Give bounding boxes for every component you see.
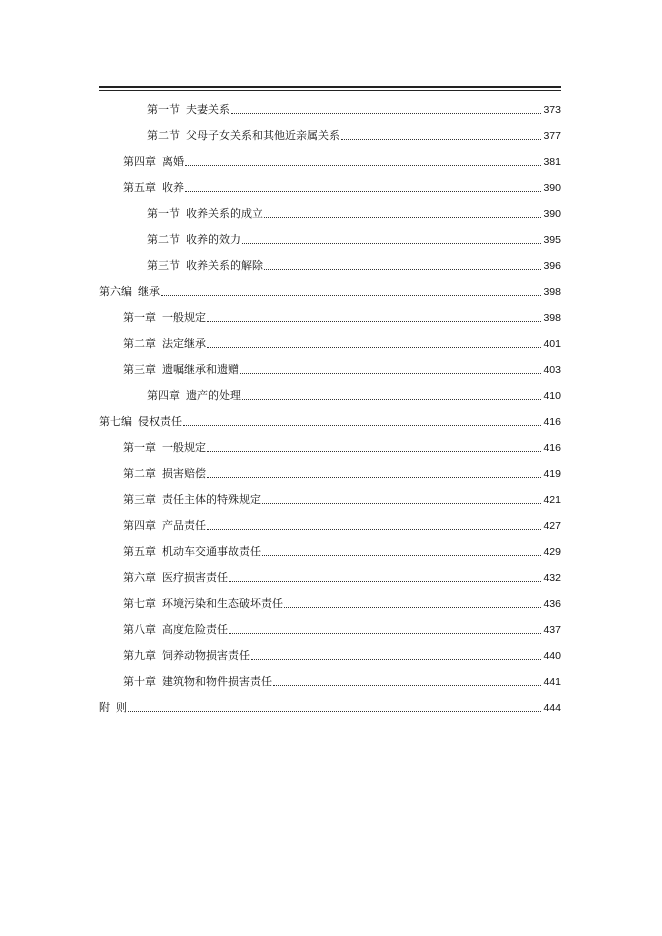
toc-entry[interactable] bbox=[99, 273, 561, 299]
toc-entry-title bbox=[147, 103, 230, 117]
toc-entry-label: 第四章 bbox=[147, 389, 180, 402]
toc-entry-title bbox=[147, 233, 241, 247]
toc-entry-text: 夫妻关系 bbox=[186, 103, 230, 116]
toc-entry-label: 附 bbox=[99, 701, 110, 714]
toc-entry-label: 第二节 bbox=[147, 233, 180, 246]
toc-leader-dots bbox=[262, 503, 541, 504]
toc-leader-dots bbox=[207, 529, 541, 530]
toc-entry-label: 第三章 bbox=[123, 363, 156, 376]
toc-entry-label: 第一节 bbox=[147, 103, 180, 116]
toc-entry-page: 436 bbox=[543, 598, 561, 610]
toc-entry[interactable] bbox=[99, 689, 561, 715]
toc-entry-title bbox=[123, 571, 228, 585]
toc-entry-label: 第五章 bbox=[123, 181, 156, 194]
toc-entry-page: 377 bbox=[543, 130, 561, 142]
toc-entry[interactable] bbox=[99, 117, 561, 143]
toc-entry-text: 继承 bbox=[138, 285, 160, 298]
toc-leader-dots bbox=[240, 373, 541, 374]
toc-entry-text: 一般规定 bbox=[162, 441, 206, 454]
toc-entry-page: 373 bbox=[543, 104, 561, 116]
toc-entry-label: 第一章 bbox=[123, 311, 156, 324]
toc-entry-page: 390 bbox=[543, 182, 561, 194]
toc-entry-text: 损害赔偿 bbox=[162, 467, 206, 480]
toc-entry-page: 395 bbox=[543, 234, 561, 246]
toc-entry-label: 第七章 bbox=[123, 597, 156, 610]
toc-leader-dots bbox=[242, 399, 541, 400]
toc-leader-dots bbox=[231, 113, 541, 114]
toc-entry-title bbox=[99, 415, 182, 429]
toc-entry-text: 收养关系的解除 bbox=[186, 259, 263, 272]
toc-entry-title bbox=[123, 545, 261, 559]
toc-leader-dots bbox=[264, 217, 541, 218]
toc-leader-dots bbox=[207, 321, 541, 322]
toc-entry-label: 第二章 bbox=[123, 467, 156, 480]
toc-entry[interactable] bbox=[99, 455, 561, 481]
toc-entry-title bbox=[147, 259, 263, 273]
toc-leader-dots bbox=[183, 425, 541, 426]
toc-entry-text: 父母子女关系和其他近亲属关系 bbox=[186, 129, 340, 142]
toc-entry-title bbox=[123, 155, 184, 169]
toc-entry[interactable] bbox=[99, 429, 561, 455]
toc-entry[interactable] bbox=[99, 299, 561, 325]
toc-entry-text: 医疗损害责任 bbox=[162, 571, 228, 584]
toc-entry-text: 饲养动物损害责任 bbox=[162, 649, 250, 662]
toc-entry[interactable] bbox=[99, 533, 561, 559]
toc-entry-text: 遗嘱继承和遗赠 bbox=[162, 363, 239, 376]
toc-entry-page: 421 bbox=[543, 494, 561, 506]
toc-entry-title bbox=[147, 129, 340, 143]
toc-entry-label: 第九章 bbox=[123, 649, 156, 662]
toc-entry-page: 403 bbox=[543, 364, 561, 376]
toc-entry-title bbox=[123, 467, 206, 481]
toc-leader-dots bbox=[207, 347, 541, 348]
toc-leader-dots bbox=[128, 711, 541, 712]
toc-entry-page: 437 bbox=[543, 624, 561, 636]
toc-entry-text: 遗产的处理 bbox=[186, 389, 241, 402]
toc-leader-dots bbox=[273, 685, 541, 686]
toc-entry-text: 一般规定 bbox=[162, 311, 206, 324]
toc-entry[interactable] bbox=[99, 351, 561, 377]
toc-entry-page: 427 bbox=[543, 520, 561, 532]
toc-entry-page: 390 bbox=[543, 208, 561, 220]
toc-entry[interactable] bbox=[99, 585, 561, 611]
toc-entry-text: 则 bbox=[116, 701, 127, 714]
toc-entry-title bbox=[123, 181, 184, 195]
toc-entry[interactable] bbox=[99, 143, 561, 169]
toc-entry-page: 432 bbox=[543, 572, 561, 584]
toc-entry-title bbox=[99, 701, 127, 715]
toc-entry-page: 441 bbox=[543, 676, 561, 688]
toc-leader-dots bbox=[185, 191, 541, 192]
toc-entry-title bbox=[99, 285, 160, 299]
toc-entry-title bbox=[123, 597, 283, 611]
toc-entry-text: 离婚 bbox=[162, 155, 184, 168]
header-rule-thick bbox=[99, 86, 561, 88]
toc-entry-page: 429 bbox=[543, 546, 561, 558]
toc-entry-title bbox=[123, 493, 261, 507]
toc-entry-label: 第一章 bbox=[123, 441, 156, 454]
table-of-contents bbox=[99, 91, 561, 715]
toc-entry-label: 第六编 bbox=[99, 285, 132, 298]
toc-entry-title bbox=[147, 207, 263, 221]
toc-leader-dots bbox=[185, 165, 541, 166]
toc-entry-title bbox=[147, 389, 241, 403]
toc-entry-text: 环境污染和生态破坏责任 bbox=[162, 597, 283, 610]
toc-entry[interactable] bbox=[99, 507, 561, 533]
toc-entry-label: 第十章 bbox=[123, 675, 156, 688]
toc-leader-dots bbox=[251, 659, 541, 660]
toc-entry-label: 第三节 bbox=[147, 259, 180, 272]
toc-entry[interactable] bbox=[99, 377, 561, 403]
toc-entry-page: 381 bbox=[543, 156, 561, 168]
toc-entry-page: 416 bbox=[543, 442, 561, 454]
toc-entry-text: 高度危险责任 bbox=[162, 623, 228, 636]
toc-leader-dots bbox=[341, 139, 541, 140]
toc-entry-title bbox=[123, 519, 206, 533]
toc-entry-label: 第七编 bbox=[99, 415, 132, 428]
toc-entry-text: 责任主体的特殊规定 bbox=[162, 493, 261, 506]
toc-leader-dots bbox=[229, 581, 541, 582]
toc-entry-text: 收养的效力 bbox=[186, 233, 241, 246]
toc-entry[interactable] bbox=[99, 221, 561, 247]
toc-entry-label: 第四章 bbox=[123, 155, 156, 168]
toc-leader-dots bbox=[284, 607, 541, 608]
toc-entry-title bbox=[123, 311, 206, 325]
toc-entry-title bbox=[123, 649, 250, 663]
toc-leader-dots bbox=[264, 269, 541, 270]
toc-entry-text: 产品责任 bbox=[162, 519, 206, 532]
toc-entry[interactable] bbox=[99, 169, 561, 195]
toc-entry-page: 401 bbox=[543, 338, 561, 350]
toc-entry-page: 396 bbox=[543, 260, 561, 272]
toc-entry[interactable] bbox=[99, 663, 561, 689]
toc-entry-page: 440 bbox=[543, 650, 561, 662]
toc-entry-label: 第八章 bbox=[123, 623, 156, 636]
toc-leader-dots bbox=[207, 451, 541, 452]
toc-entry-page: 398 bbox=[543, 286, 561, 298]
toc-leader-dots bbox=[229, 633, 541, 634]
toc-entry[interactable] bbox=[99, 559, 561, 585]
toc-entry[interactable] bbox=[99, 481, 561, 507]
toc-entry-label: 第五章 bbox=[123, 545, 156, 558]
toc-entry[interactable] bbox=[99, 195, 561, 221]
toc-entry-page: 444 bbox=[543, 702, 561, 714]
toc-entry-page: 410 bbox=[543, 390, 561, 402]
toc-entry-page: 419 bbox=[543, 468, 561, 480]
toc-leader-dots bbox=[242, 243, 541, 244]
toc-entry-label: 第一节 bbox=[147, 207, 180, 220]
toc-entry-title bbox=[123, 675, 272, 689]
toc-entry-label: 第六章 bbox=[123, 571, 156, 584]
toc-entry[interactable] bbox=[99, 325, 561, 351]
toc-entry-page: 398 bbox=[543, 312, 561, 324]
toc-entry-title bbox=[123, 441, 206, 455]
toc-entry-label: 第二章 bbox=[123, 337, 156, 350]
toc-entry[interactable] bbox=[99, 247, 561, 273]
toc-leader-dots bbox=[161, 295, 541, 296]
toc-entry-label: 第三章 bbox=[123, 493, 156, 506]
toc-entry-text: 建筑物和物件损害责任 bbox=[162, 675, 272, 688]
toc-entry[interactable] bbox=[99, 637, 561, 663]
toc-entry-text: 侵权责任 bbox=[138, 415, 182, 428]
toc-entry-title bbox=[123, 363, 239, 377]
toc-entry-text: 收养 bbox=[162, 181, 184, 194]
toc-entry-text: 收养关系的成立 bbox=[186, 207, 263, 220]
toc-entry-text: 机动车交通事故责任 bbox=[162, 545, 261, 558]
toc-entry-text: 法定继承 bbox=[162, 337, 206, 350]
toc-leader-dots bbox=[207, 477, 541, 478]
toc-entry-title bbox=[123, 623, 228, 637]
toc-entry[interactable] bbox=[99, 611, 561, 637]
toc-leader-dots bbox=[262, 555, 541, 556]
toc-entry-page: 416 bbox=[543, 416, 561, 428]
toc-entry[interactable] bbox=[99, 403, 561, 429]
toc-entry[interactable] bbox=[99, 91, 561, 117]
toc-entry-label: 第二节 bbox=[147, 129, 180, 142]
toc-entry-label: 第四章 bbox=[123, 519, 156, 532]
toc-entry-title bbox=[123, 337, 206, 351]
